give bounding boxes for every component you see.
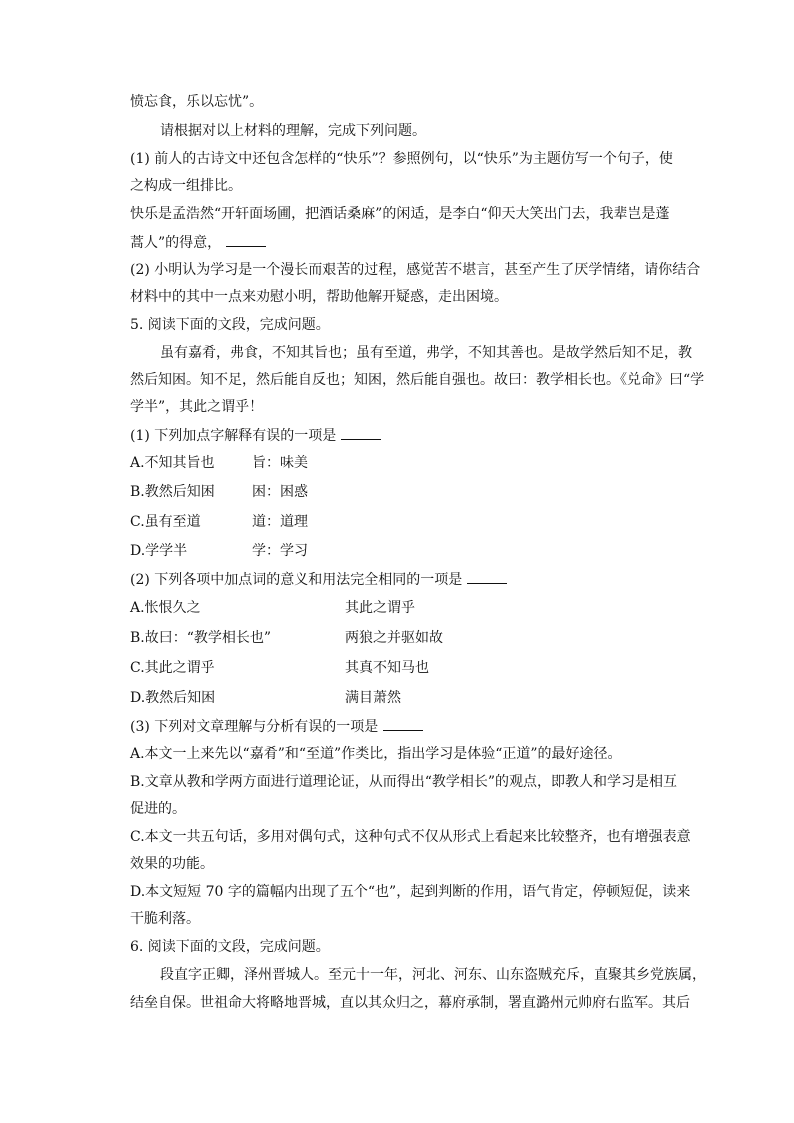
option-a: A.本文一上来先以“嘉肴”和“至道”作类比，指出学习是体验“正道”的最好途径。: [130, 746, 622, 762]
option-compare: 其此之谓乎: [345, 600, 415, 616]
passage-line: 段直字正卿，泽州晋城人。至元十一年，河北、河东、山东盗贼充斥，直聚其乡党族属，: [160, 967, 706, 983]
option-gloss: 困：困惑: [252, 484, 308, 500]
question-4-1: (1) 前人的古诗文中还包含怎样的“快乐”？参照例句，以“快乐”为主题仿写一个句子，使: [130, 151, 673, 167]
option-b-cont: 促进的。: [130, 801, 186, 817]
question-5-3: [130, 716, 423, 737]
question-5-heading: 5. 阅读下面的文段，完成问题。: [130, 317, 330, 333]
option-d-cont: 干脆利落。: [130, 911, 200, 927]
question-text: (2) 下列各项中加点词的意义和用法完全相同的一项是: [130, 572, 463, 588]
option-compare: 其真不知马也: [345, 660, 429, 676]
question-text: (3) 下列对文章理解与分析有误的一项是: [130, 719, 379, 735]
question-4-2: (2) 小明认为学习是一个漫长而艰苦的过程，感觉苦不堪言，甚至产生了厌学情绪，请你结合: [130, 262, 701, 278]
option-compare: 两狼之并驱如故: [345, 630, 443, 646]
option-compare: 满目萧然: [345, 690, 401, 706]
option-text: C.虽有至道: [130, 514, 201, 530]
option-gloss: 学：学习: [252, 543, 308, 559]
answer-blank[interactable]: [467, 569, 507, 584]
passage-line: 学半”，其此之谓乎！: [130, 399, 264, 415]
option-b: B.文章从教和学两方面进行道理论证，从而得出“教学相长”的观点，即教人和学习是相互: [130, 774, 678, 790]
text-line: 之构成一组排比。: [130, 178, 242, 194]
question-5-2: [130, 569, 507, 590]
option-c-cont: 效果的功能。: [130, 856, 214, 872]
instruction-line: 请根据对以上材料的理解，完成下列问题。: [160, 123, 426, 139]
option-text: B.教然后知困: [130, 484, 215, 500]
text-line: 愤忘食，乐以忘忧”。: [130, 94, 264, 110]
option-text: D.教然后知困: [130, 690, 216, 706]
question-5-1: [130, 425, 381, 446]
example-line-end: [130, 232, 266, 253]
option-gloss: 旨：味美: [252, 455, 308, 471]
passage-line: 结垒自保。世祖命大将略地晋城，直以其众归之，幕府承制，署直潞州元帅府右监军。其后: [130, 995, 690, 1011]
answer-blank[interactable]: [226, 232, 266, 247]
passage-line: 然后知困。知不足，然后能自反也；知困，然后能自强也。故曰：教学相长也。《兑命》曰“学: [130, 372, 705, 388]
question-6-heading: 6. 阅读下面的文段，完成问题。: [130, 939, 330, 955]
option-c: C.本文一共五句话，多用对偶句式，这种句式不仅从形式上看起来比较整齐，也有增强表意: [130, 829, 691, 845]
text-line: 材料中的其中一点来劝慰小明，帮助他解开疑惑，走出困境。: [130, 289, 508, 305]
option-text: D.学学半: [130, 543, 188, 559]
option-text: A.怅恨久之: [130, 600, 201, 616]
option-text: B.故曰：“教学相长也”: [130, 630, 272, 646]
example-text: 蒿人”的得意，: [130, 235, 222, 251]
example-line: 快乐是孟浩然“开轩面场圃，把酒话桑麻”的闲适，是李白“仰天大笑出门去，我辈岂是蓬: [130, 206, 670, 222]
question-text: (1) 下列加点字解释有误的一项是: [130, 428, 337, 444]
option-d: D.本文短短 70 字的篇幅内出现了五个“也”，起到判断的作用，语气肯定，停顿短促，读来: [130, 884, 691, 900]
option-text: C.其此之谓乎: [130, 660, 215, 676]
answer-blank[interactable]: [341, 425, 381, 440]
option-text: A.不知其旨也: [130, 455, 215, 471]
answer-blank[interactable]: [383, 716, 423, 731]
option-gloss: 道：道理: [252, 514, 308, 530]
passage-line: 虽有嘉肴，弗食，不知其旨也；虽有至道，弗学，不知其善也。是故学然后知不足，教: [160, 345, 692, 361]
